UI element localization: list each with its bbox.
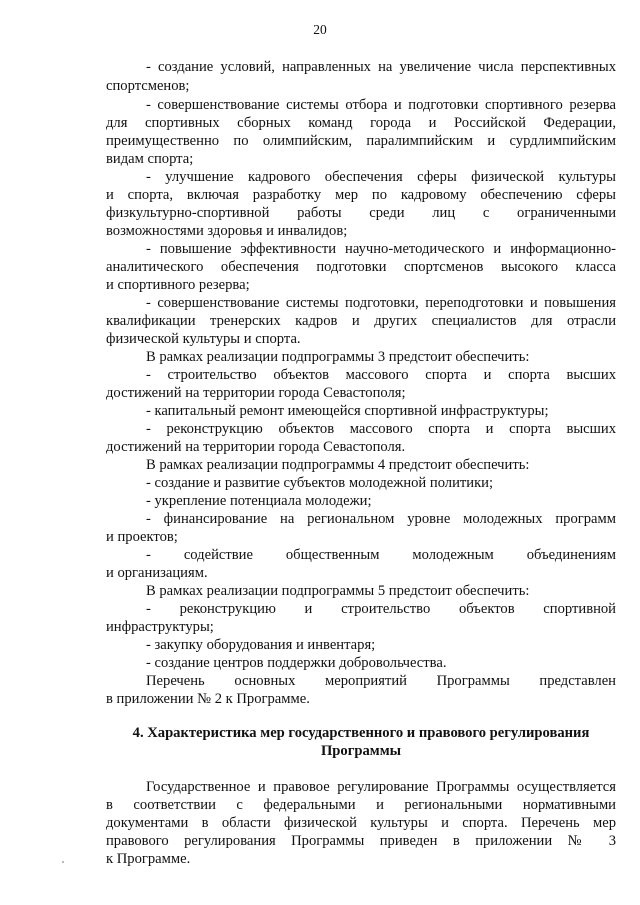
text-line: - улучшение кадрового обеспечения сферы физической культуры <box>146 169 616 185</box>
text-line: в соответствии с федеральными и региональными нормативными <box>106 797 616 813</box>
section-heading: Программы <box>320 743 402 759</box>
text-line: видам спорта; <box>106 151 194 167</box>
text-line: - совершенствование системы отбора и подготовки спортивного резерва <box>146 97 616 113</box>
text-line: физической культуры и спорта. <box>106 331 301 347</box>
text-line: возможностями здоровья и инвалидов; <box>106 223 348 239</box>
text-line: Перечень основных мероприятий Программы представлен <box>146 673 616 689</box>
text-line: к Программе. <box>106 851 191 867</box>
text-line: и организациям. <box>106 565 208 581</box>
text-line: спортсменов; <box>106 78 190 94</box>
text-line: - строительство объектов массового спорта и спорта высших <box>146 367 616 383</box>
text-line: в приложении № 2 к Программе. <box>106 691 310 707</box>
text-line: - закупку оборудования и инвентаря; <box>146 637 376 653</box>
text-line: квалификации тренерских кадров и других специалистов для отрасли <box>106 313 616 329</box>
page-number: 20 <box>313 22 327 37</box>
text-line: - финансирование на региональном уровне молодежных программ <box>146 511 616 527</box>
text-line: документами в области физической культуры и спорта. Перечень мер <box>106 815 616 831</box>
text-line: инфраструктуры; <box>106 619 214 635</box>
text-line: В рамках реализации подпрограммы 5 предстоит обеспечить: <box>146 583 530 599</box>
text-line: - создание и развитие субъектов молодежной политики; <box>146 475 494 491</box>
scan-speck <box>62 861 64 863</box>
text-line: - укрепление потенциала молодежи; <box>146 493 372 509</box>
text-line: физкультурно-спортивной работы среди лиц с ограниченными <box>106 205 616 221</box>
text-line: - содействие общественным молодежным объединениям <box>146 547 616 563</box>
text-line: и спорта, включая разработку мер по кадровому обеспечению сферы <box>106 187 616 203</box>
text-line: правового регулирования Программы приведен в приложении № 3 <box>106 833 616 849</box>
text-line: В рамках реализации подпрограммы 3 предстоит обеспечить: <box>146 349 530 365</box>
text-line: В рамках реализации подпрограммы 4 предстоит обеспечить: <box>146 457 530 473</box>
text-line: Государственное и правовое регулирование Программы осуществляется <box>146 779 616 795</box>
text-line: для спортивных сборных команд города и Российской Федерации, <box>106 115 616 131</box>
text-line: и проектов; <box>106 529 178 545</box>
text-line: и спортивного резерва; <box>106 277 250 293</box>
text-line: - реконструкцию и строительство объектов спортивной <box>146 601 616 617</box>
text-line: - создание центров поддержки добровольчества. <box>146 655 447 671</box>
section-heading: 4. Характеристика мер государственного и правового регулирования <box>132 725 590 741</box>
text-line: - совершенствование системы подготовки, переподготовки и повышения <box>146 295 616 311</box>
text-line: аналитического обеспечения подготовки спортсменов высокого класса <box>106 259 616 275</box>
text-line: достижений на территории города Севастополя; <box>106 385 406 401</box>
text-line: - реконструкцию объектов массового спорта и спорта высших <box>146 421 616 437</box>
text-line: преимущественно по олимпийским, паралимпийским и сурдлимпийским <box>106 133 616 149</box>
text-line: - создание условий, направленных на увеличение числа перспективных <box>146 59 616 75</box>
text-line: достижений на территории города Севастополя. <box>106 439 406 455</box>
text-line: - повышение эффективности научно-методического и информационно- <box>146 241 616 257</box>
text-line: - капитальный ремонт имеющейся спортивной инфраструктуры; <box>146 403 549 419</box>
